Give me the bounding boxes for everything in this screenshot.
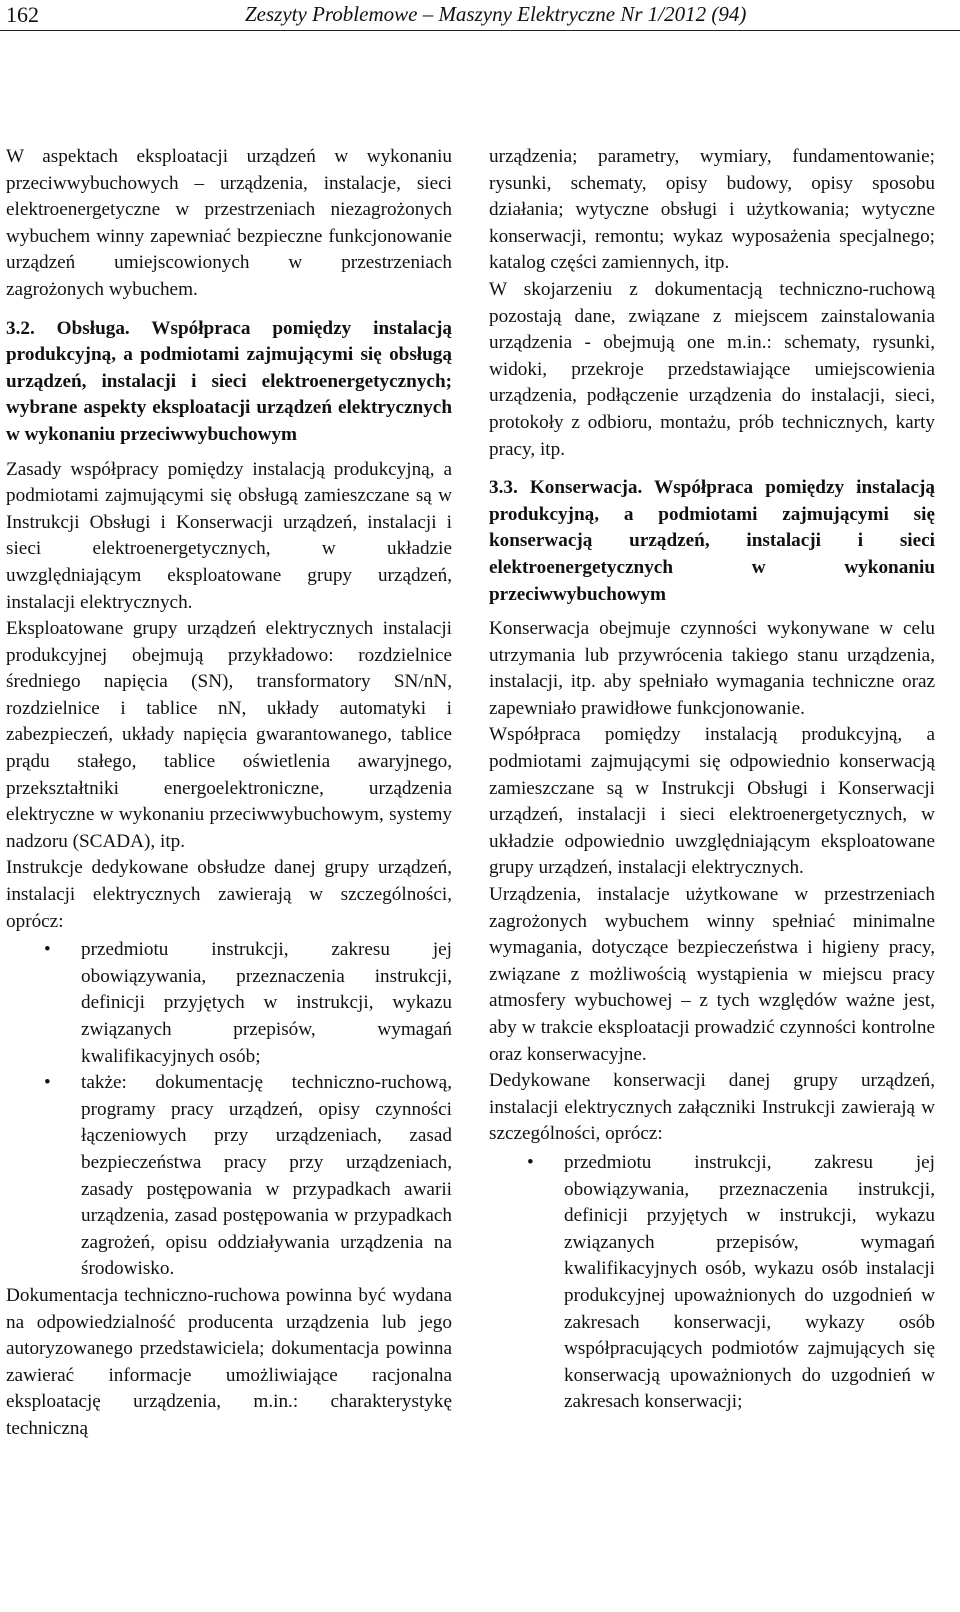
list-item-text: przedmiotu instrukcji, zakresu jej obowiązywania, przeznaczenia instrukcji, definicji przyjętych w instrukcji, wykazu związanych przepisów, wymagań kwalifikacyjnych osób; bbox=[81, 939, 452, 1067]
section-heading-obsluga bbox=[6, 316, 452, 449]
section-number: 3.2. Obsługa. bbox=[6, 317, 130, 339]
list-item-text: przedmiotu instrukcji, zakresu jej obowiązywania, przeznaczenia instrukcji, definicji przyjętych w instrukcji, wykazu związanych przepisów, wymagań kwalifikacyjnych osób, wykazu osób instalacji produkcyjnej upoważnionych do uzgodnień w zakresach konserwacji, wykazy osób współpracujących podmiotów zajmujących się konserwacją upoważnionych do uzgodnień w zakresach konserwacji; bbox=[564, 1151, 935, 1413]
paragraph: Dedykowane konserwacji danej grupy urządzeń, instalacji elektrycznych załączniki Instrukcji zawierają w szczególności, oprócz: bbox=[489, 1070, 935, 1145]
journal-title: Zeszyty Problemowe – Maszyny Elektryczne Nr 1/2012 (94) bbox=[245, 2, 747, 26]
list-item-text: także: dokumentację techniczno-ruchową, programy pracy urządzeń, opisy czynności łączeniowych przy urządzeniach, zasad bezpieczeństwa pracy przy urządzeniach, zasady postępowania w przypadkach awarii urządzenia, zasad postępowania w przypadkach zagrożeń, opisu oddziaływania urządzenia na środowisko. bbox=[81, 1072, 452, 1280]
list-item bbox=[6, 1070, 452, 1283]
paragraph: Dokumentacja techniczno-ruchowa powinna być wydana na odpowiedzialność producenta urządzenia lub jego autoryzowanego przedstawiciela; dokumentacja powinna zawierać informacje umożliwiające racjonalna eksploatację urządzenia, m.in.: charakterystykę techniczną bbox=[6, 1284, 452, 1439]
paragraph: urządzenia; parametry, wymiary, fundamentowanie; rysunki, schematy, opisy budowy, opisy sposobu działania; wytyczne obsługi i użytkowania; wytyczne konserwacji, remontu; wykaz wyposażenia specjalnego; katalog części zamiennych, itp. bbox=[489, 146, 935, 274]
paragraph: Urządzenia, instalacje użytkowane w przestrzeniach zagrożonych wybuchem winny spełniać minimalne wymagania, dotyczące bezpieczeństwa i higieny pracy, związane z możliwością wystąpienia w miejscu pracy atmosfery wybuchowej – z tych względów ważne jest, aby w trakcie eksploatacji prowadzić czynności kontrolne oraz konserwacyjne. bbox=[489, 884, 935, 1065]
section-number: 3.3. Konserwacja. bbox=[489, 477, 643, 499]
paragraph: Instrukcje dedykowane obsłudze danej grupy urządzeń, instalacji elektrycznych zawierają w szczególności, oprócz: bbox=[6, 857, 452, 932]
list-item bbox=[6, 937, 452, 1070]
bullet-icon: • bbox=[44, 939, 51, 961]
section-title: Współpraca pomiędzy instalacją produkcyjną, a podmiotami zajmującymi się konserwacją urządzeń, instalacji i sieci elektroenergetycznych w wykonaniu przeciwwybuchowym bbox=[489, 477, 936, 605]
page-number: 162 bbox=[6, 2, 39, 27]
bullet-list bbox=[6, 937, 452, 1283]
page-header bbox=[0, 0, 960, 31]
left-column bbox=[6, 144, 452, 1443]
paragraph: Eksploatowane grupy urządzeń elektrycznych instalacji produkcyjnej obejmują przykładowo: rozdzielnice średniego napięcia (SN), transformatory SN/nN, rozdzielnice i tablice nN, układy automatyki i zabezpieczeń, układy napięcia gwarantowanego, tablice prądu stałego, tablice oświetlenia awaryjnego, przekształtniki energoelektroniczne, urządzenia elektryczne w wykonaniu przeciwwybuchowym, systemy nadzoru (SCADA), itp. bbox=[6, 618, 452, 852]
paragraph: W skojarzeniu z dokumentacją techniczno-ruchową pozostają dane, związane z miejscem zainstalowania urządzenia - obejmują one m.in.: schematy, rysunki, widoki, przekroje przedstawiające umiejscowienia urządzenia, podłączenie urządzenia do instalacji, sieci, protokoły z odbioru, montażu, prób technicznych, karty pracy, itp. bbox=[489, 278, 935, 460]
paragraph: Współpraca pomiędzy instalacją produkcyjną, a podmiotami zajmującymi się odpowiednio konserwacją zamieszczane są w Instrukcji Obsługi i Konserwacji urządzeń, instalacji i sieci elektroenergetycznych, w układzie odpowiednio uwzględniającym eksploatowane grupy urządzeń, instalacji elektrycznych. bbox=[489, 724, 935, 879]
bullet-icon: • bbox=[527, 1151, 534, 1173]
section-heading-konserwacja bbox=[489, 475, 935, 608]
section-title: Współpraca pomiędzy instalacją produkcyjną, a podmiotami zajmującymi się obsługą urządzeń, instalacji i sieci elektroenergetycznych; wybrane aspekty eksploatacji urządzeń elektrycznych w wykonaniu przeciwwybuchowym bbox=[6, 317, 452, 445]
intro-paragraph: W aspektach eksploatacji urządzeń w wykonaniu przeciwwybuchowych – urządzenia, instalacje, sieci elektroenergetyczne w przestrzeniach niezagrożonych wybuchem winny zapewniać bezpieczne funkcjonowanie urządzeń umiejscowionych w przestrzeniach zagrożonych wybuchem. bbox=[6, 146, 452, 300]
bullet-list bbox=[489, 1150, 935, 1416]
bullet-icon: • bbox=[44, 1072, 51, 1094]
right-column bbox=[489, 144, 935, 1416]
list-item bbox=[489, 1150, 935, 1416]
paragraph: Zasady współpracy pomiędzy instalacją produkcyjną, a podmiotami zajmującymi się obsługą zamieszczane są w Instrukcji Obsługi i Konserwacji urządzeń, instalacji i sieci elektroenergetycznych, w układzie uwzględniającym eksploatowane grupy urządzeń, instalacji elektrycznych. bbox=[6, 458, 452, 613]
paragraph: Konserwacja obejmuje czynności wykonywane w celu utrzymania lub przywrócenia takiego stanu urządzenia, instalacji, itp. aby spełniało wymagania techniczne oraz zapewniało prawidłowe funkcjonowanie. bbox=[489, 618, 935, 719]
